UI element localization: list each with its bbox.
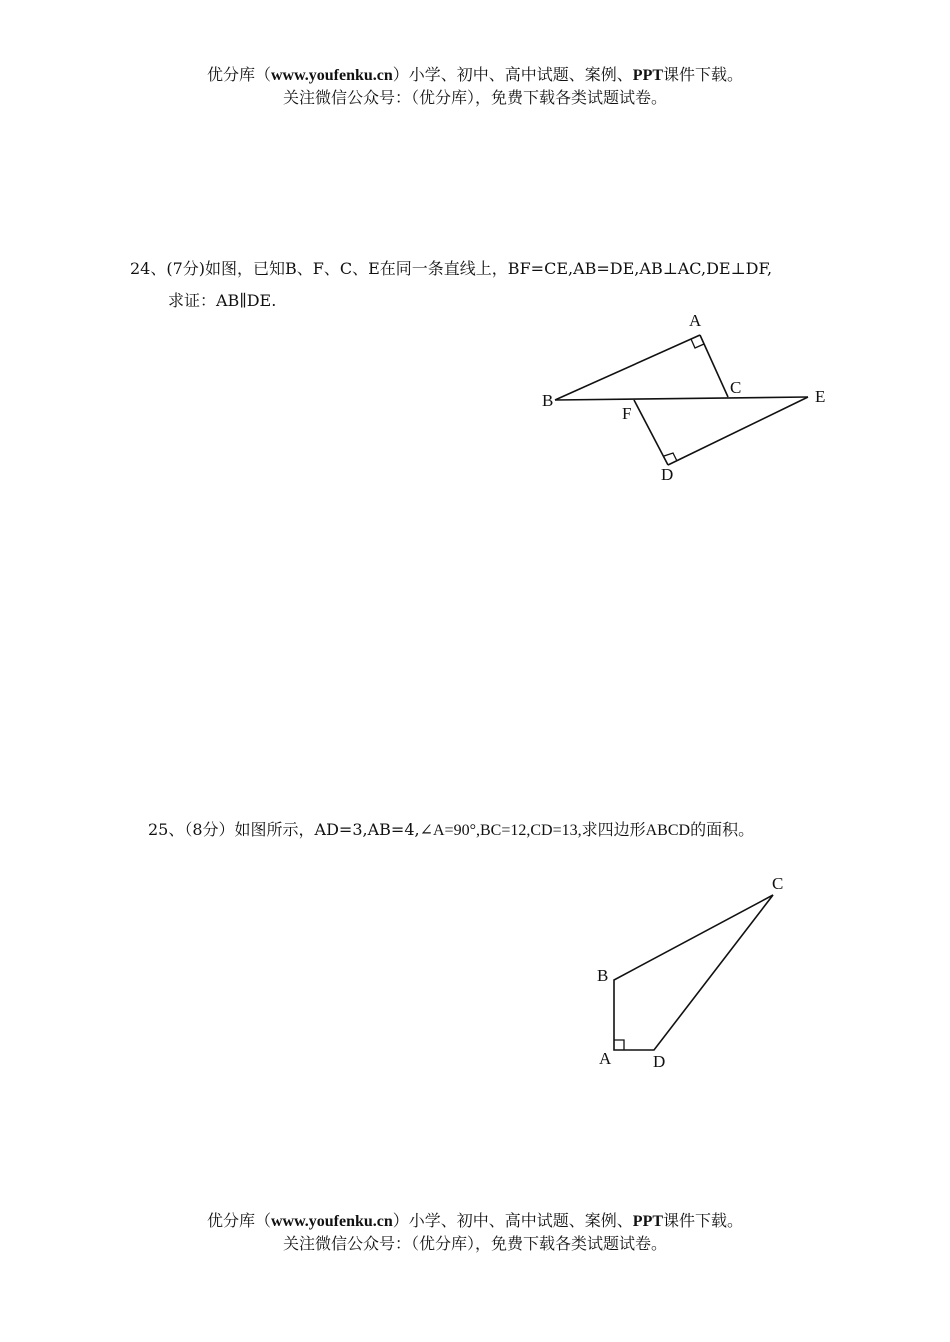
footer-ppt: PPT — [632, 1213, 664, 1230]
segment-AC — [700, 335, 728, 397]
label-A: A — [689, 311, 702, 330]
q25-quad-name: ABCD — [645, 822, 691, 839]
header-line-1 — [0, 64, 950, 87]
segment-BE — [555, 397, 808, 400]
header-site-tail: ）小学、初中、高中试题、案例、 — [392, 65, 633, 84]
header-download: 课件下载。 — [663, 65, 744, 84]
footer-line-1 — [0, 1210, 950, 1233]
header-wechat: 关注微信公众号：（优分库），免费下载各类试题试卷。 — [282, 88, 667, 107]
label-A: A — [599, 1049, 612, 1068]
q25-end: 的面积。 — [690, 820, 755, 839]
q25-prefix: 25、（8分）如图所示，AD=3,AB=4,∠ — [148, 820, 433, 839]
segment-AB — [555, 335, 700, 400]
footer-site-url[interactable]: www.youfenku.cn — [270, 1213, 393, 1230]
label-B: B — [597, 966, 609, 985]
q24-line-1: 24、(7分)如图，已知B、F、C、E在同一条直线上，BF=CE,AB=DE,AB⊥AC,DE⊥DF, — [130, 259, 773, 278]
q25-text — [148, 817, 754, 840]
segment-DF — [634, 400, 668, 465]
header-ppt: PPT — [632, 67, 664, 84]
footer-site-name: 优分库（ — [206, 1211, 271, 1230]
q25-suffix: 求四边形 — [581, 820, 646, 839]
segment-DE — [668, 397, 808, 465]
q25-values: A=90°,BC=12,CD=13, — [433, 822, 582, 839]
header-site-name: 优分库（ — [206, 65, 271, 84]
header-site-url[interactable]: www.youfenku.cn — [270, 67, 393, 84]
page-footer — [0, 1210, 950, 1255]
right-angle-mark-A — [614, 1040, 624, 1050]
q25-figure — [590, 870, 800, 1075]
label-D: D — [653, 1052, 666, 1071]
q24-line-2: 求证：AB∥DE. — [168, 291, 277, 310]
label-B: B — [542, 391, 554, 410]
label-F: F — [622, 404, 632, 423]
footer-site-tail: ）小学、初中、高中试题、案例、 — [392, 1211, 633, 1230]
footer-download: 课件下载。 — [663, 1211, 744, 1230]
quadrilateral-ABCD — [614, 895, 773, 1050]
page-header — [0, 64, 950, 109]
label-D: D — [661, 465, 674, 484]
footer-wechat: 关注微信公众号：（优分库），免费下载各类试题试卷。 — [282, 1234, 667, 1253]
q24-figure — [530, 305, 840, 490]
label-C: C — [772, 874, 784, 893]
label-E: E — [815, 387, 826, 406]
label-C: C — [730, 378, 742, 397]
